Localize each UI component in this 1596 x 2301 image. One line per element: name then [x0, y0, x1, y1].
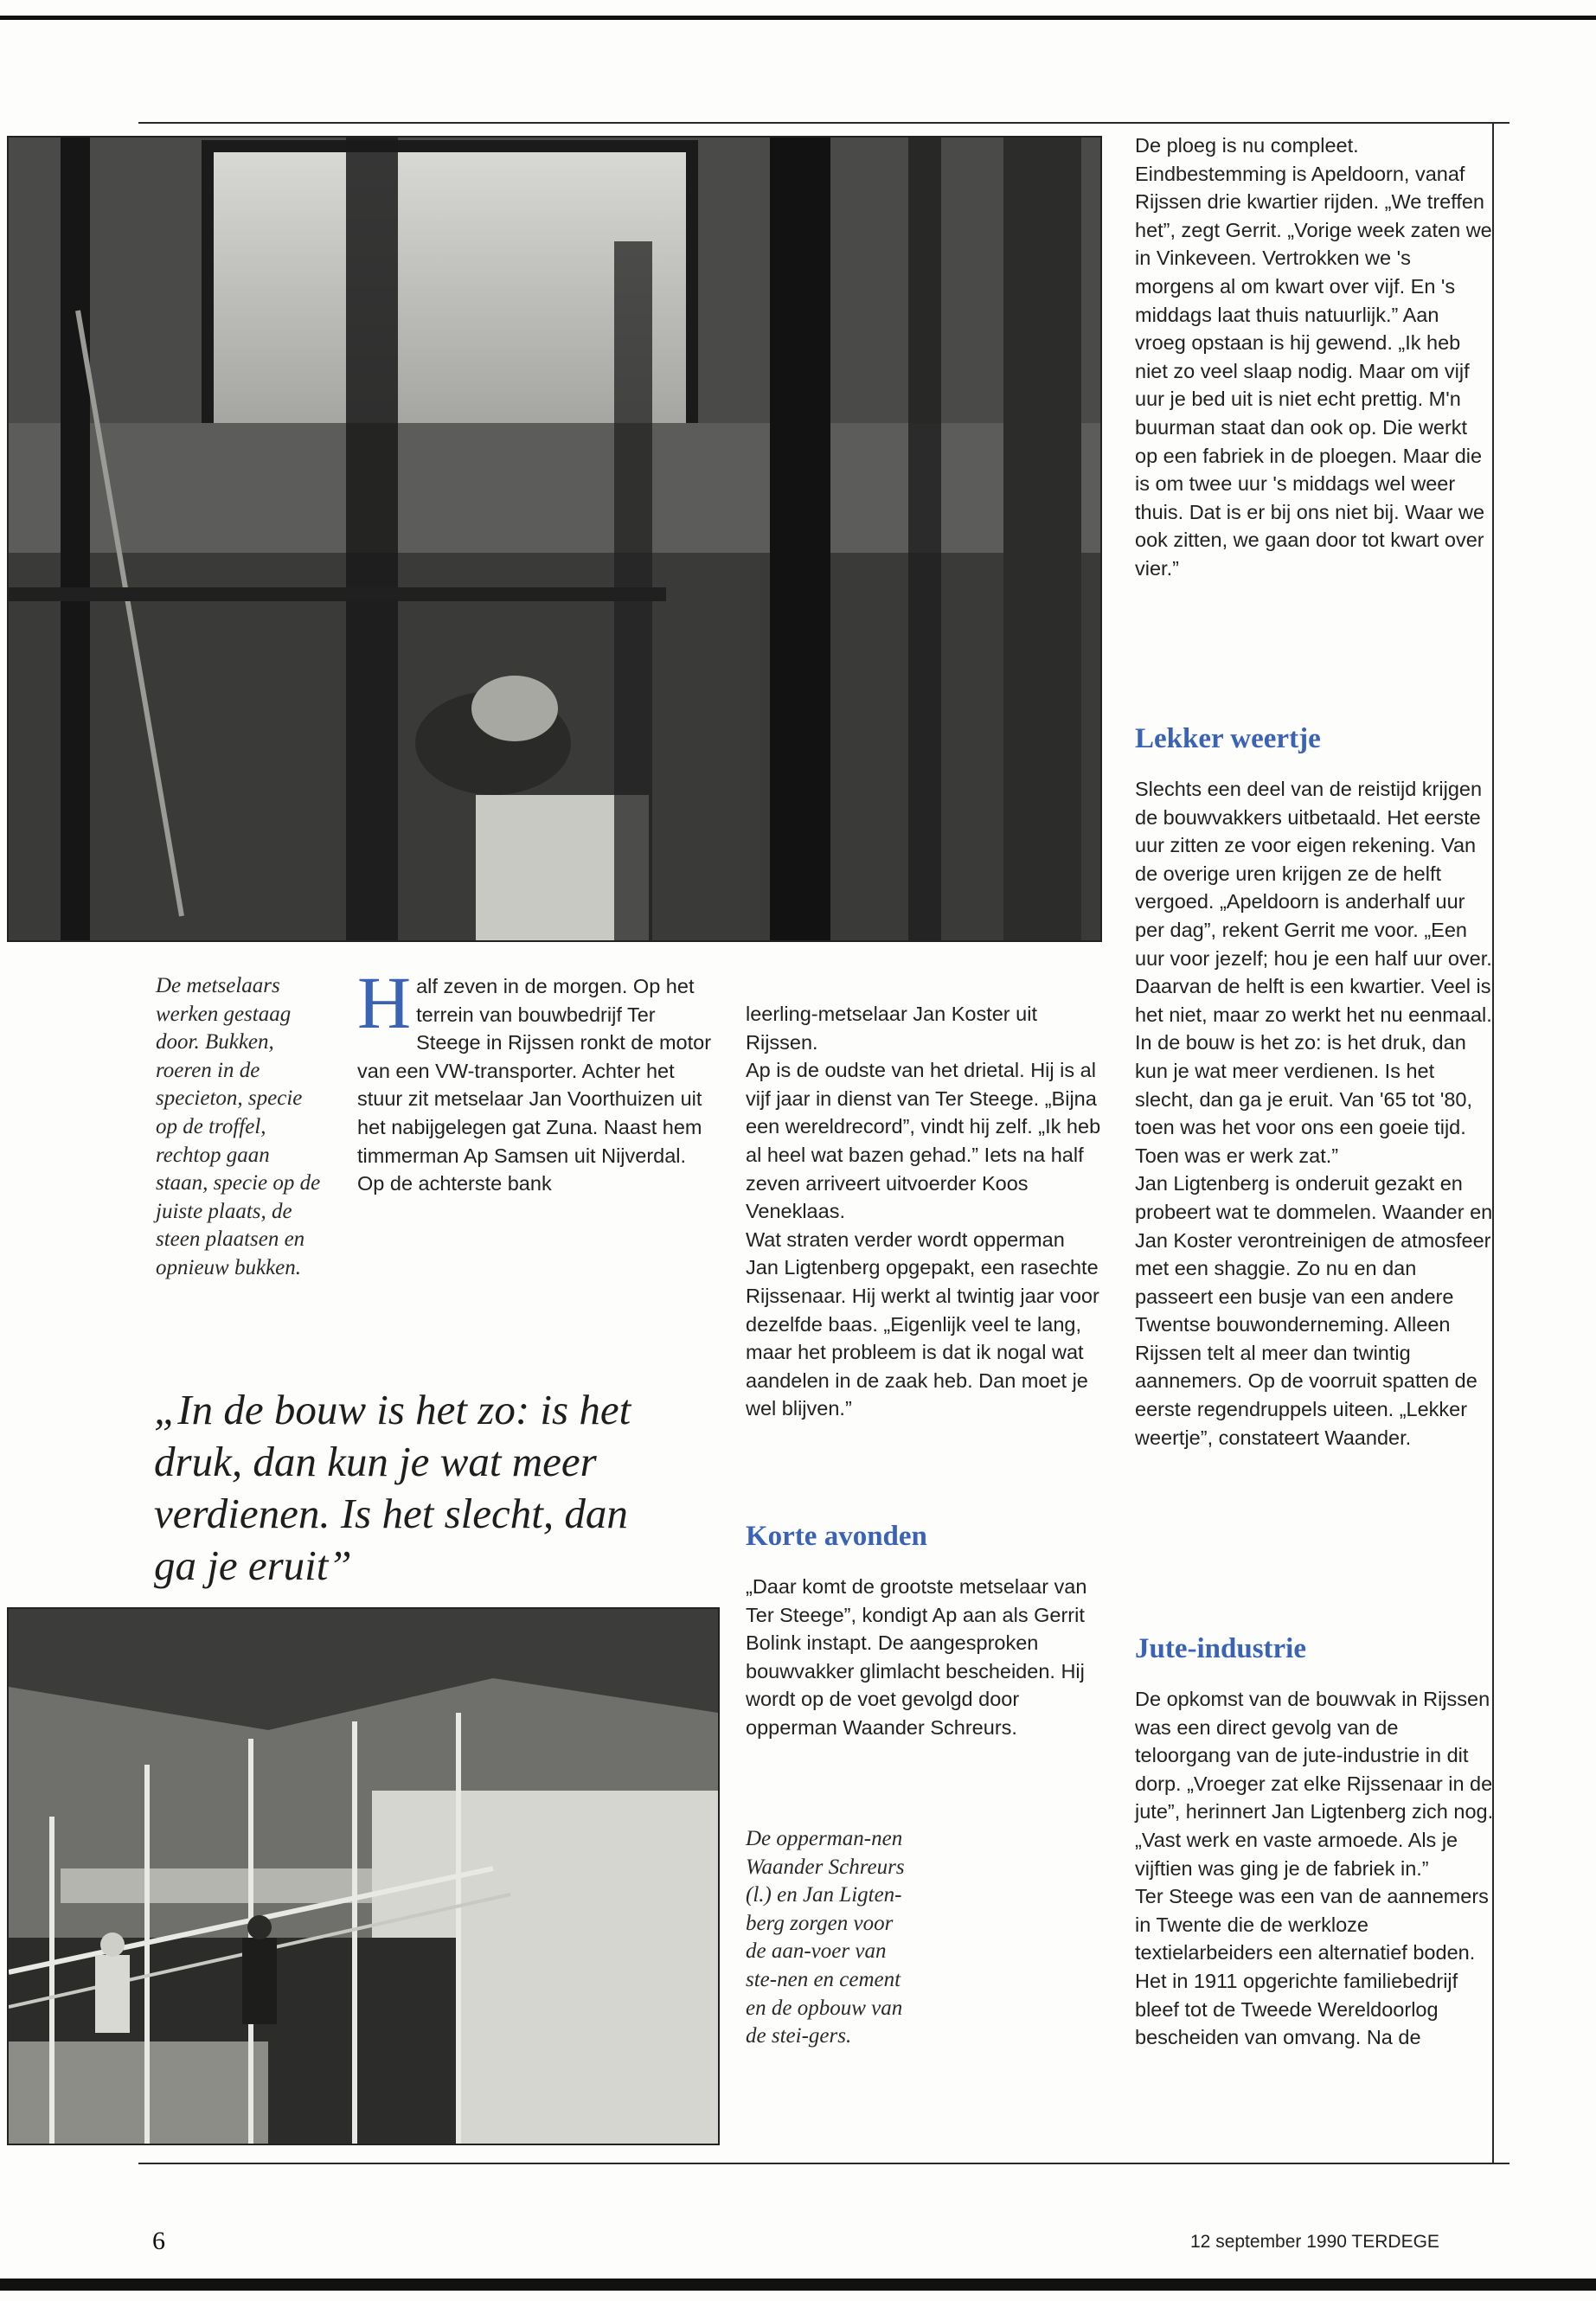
photo-caption-bottom: De opperman-nen Waander Schreurs (l.) en Jan Ligten-berg zorgen voor de aan-voer van ste-nen en cement en de opbouw van de stei-gers.: [746, 1827, 905, 2048]
col3-paragraph-4: De opkomst van de bouwvak in Rijssen was een direct gevolg van de teloorgang van de jute-industrie in dit dorp. „Vroeger zat elke Rijssenaar in de jute”, herinnert Jan Ligtenberg zich nog. „Vast werk en vaste armoede. Als je vijftien was ging je de fabriek in.”: [1135, 1688, 1494, 1880]
article-column-3: [1135, 131, 1494, 583]
subhead-jute-industrie: Jute-industrie: [1135, 1633, 1306, 1664]
col2-paragraph-4: „Daar komt de grootste metselaar van Ter Steege”, kondigt Ap aan als Gerrit Bolink instapt. De aangesproken bouwvakker glimlacht bescheiden. Hij wordt op de voet gevolgd door opperman Waander Schreurs.: [746, 1575, 1087, 1739]
photo-metselaars-illustration: [9, 138, 1100, 940]
article-column-3-c: [1135, 1685, 1494, 2052]
col2-paragraph-3: Wat straten verder wordt opperman Jan Ligtenberg opgepakt, een rasechte Rijssenaar. Hij werkt al twintig jaar voor dezelfde baas. „Eigenlijk veel te lang, maar het probleem is dat ik nogal wat aandelen in de zaak heb. Dan moet je wel blijven.”: [746, 1227, 1099, 1420]
top-border: [0, 16, 1596, 20]
article-column-2: [746, 1000, 1102, 1423]
photo-metselaars: [7, 136, 1102, 942]
bottom-rule: [138, 2163, 1509, 2164]
photo-steigers-illustration: [9, 1609, 718, 2144]
page-number: 6: [152, 2227, 165, 2255]
top-rule: [138, 122, 1509, 124]
col3-paragraph-3: Jan Ligtenberg is onderuit gezakt en probeert wat te dommelen. Waander en Jan Koster verontreinigen de atmosfeer met een shaggie. Zo nu en dan passeert een busje van een andere Twentse bouwonderneming. Alleen Rijssen telt al meer dan twintig aannemers. Op de voorruit spatten de eerste regendruppels uiteen. „Lekker weertje”, constateert Waander.: [1135, 1172, 1493, 1449]
col3-paragraph-1: De ploeg is nu compleet. Eindbestemming is Apeldoorn, vanaf Rijssen drie kwartier rijden. „We treffen het”, zegt Gerrit. „Vorige week zaten we in Vinkeveen. Vertrokken we 's morgens al om kwart over vijf. En 's middags laat thuis natuurlijk.” Aan vroeg opstaan is hij gewend. „Ik heb niet zo veel slaap nodig. Maar om vijf uur je bed uit is niet echt prettig. M'n buurman staat dan ook op. Die werkt op een fabriek in de ploegen. Maar die is om twee uur 's middags wel weer thuis. Dat is er bij ons niet bij. Waar we ook zitten, we gaan door tot kwart over vier.”: [1135, 134, 1492, 580]
article-column-1: [357, 961, 712, 1198]
photo-caption-top: De metselaars werken gestaag door. Bukken, roeren in de specieton, specie op de troffel, rechtop gaan staan, specie op de juiste plaats, de steen plaatsen en opnieuw bukken.: [156, 974, 321, 1279]
subhead-lekker-weertje: Lekker weertje: [1135, 723, 1321, 754]
article-lead: [357, 961, 712, 1198]
issue-dateline: 12 september 1990 TERDEGE: [1190, 2232, 1439, 2252]
col2-paragraph-1: leerling-metselaar Jan Koster uit Rijssen.: [746, 1003, 1037, 1054]
photo-steigers: [7, 1607, 720, 2145]
bottom-border: [0, 2279, 1596, 2291]
article-lead-text: alf zeven in de morgen. Op het terrein van bouwbedrijf Ter Steege in Rijssen ronkt de motor van een VW-transporter. Achter het stuur zit metselaar Jan Voorthuizen uit het nabijgelegen gat Zuna. Naast hem timmerman Ap Samsen uit Nijverdal. Op de achterste bank: [357, 975, 712, 1195]
pull-quote: „In de bouw is het zo: is het druk, dan kun je wat meer verdienen. Is het slecht, dan ga je eruit”: [154, 1386, 631, 1589]
article-column-2-cont: [746, 1573, 1102, 1742]
col3-paragraph-2: Slechts een deel van de reistijd krijgen de bouwvakkers uitbetaald. Het eerste uur zitten ze voor eigen rekening. Van de overige uren krijgen ze de helft vergoed. „Apeldoorn is anderhalf uur per dag”, rekent Gerrit me voor. „Een uur voor jezelf; hou je een half uur over. Daarvan de helft is een kwartier. Veel is het niet, maar zo werkt het nu eenmaal. In de bouw is het zo: is het druk, dan kun je wat meer verdienen. Is het slecht, dan ga je eruit. Van '65 tot '80, toen was het voor ons een goeie tijd. Toen was er werk zat.”: [1135, 778, 1492, 1167]
article-column-3-b: [1135, 775, 1494, 1452]
col2-paragraph-2: Ap is de oudste van het drietal. Hij is al vijf jaar in dienst van Ter Steege. „Bijna een wereldrecord”, vindt hij zelf. „Ik heb al heel wat bazen gehad.” Iets na half zeven arriveert uitvoerder Koos Veneklaas.: [746, 1059, 1101, 1223]
col3-paragraph-5: Ter Steege was een van de aannemers in Twente die de werkloze textielarbeiders een alternatief boden. Het in 1911 opgerichte familiebedrijf bleef tot de Tweede Wereldoorlog bescheiden van omvang. Na de: [1135, 1885, 1489, 2049]
subhead-korte-avonden: Korte avonden: [746, 1521, 927, 1552]
dropcap: H: [357, 961, 412, 1044]
